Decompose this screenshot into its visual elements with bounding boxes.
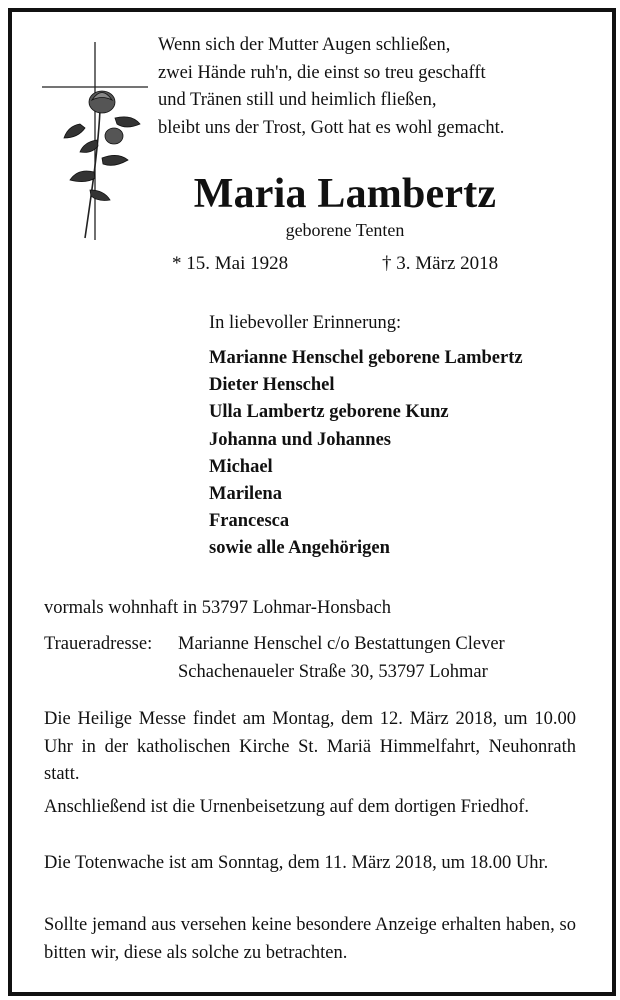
mass-paragraph: Die Heilige Messe findet am Montag, dem 12. März 2018, um 10.00 Uhr in der katholischen Kirche St. Mariä Himmelfahrt, Neuhonrath statt.: [44, 709, 576, 784]
mourner: Johanna und Johannes: [209, 429, 392, 450]
mourner: Francesca: [209, 511, 290, 532]
mourner: Dieter Henschel: [209, 375, 335, 396]
poem: [158, 32, 504, 142]
address-line-1: Marianne Henschel c/o Bestattungen Clever: [178, 634, 505, 654]
poem-line: bleibt uns der Trost, Gott hat es wohl gemacht.: [158, 117, 505, 138]
mourner: Marianne Henschel geborene Lambertz: [209, 348, 523, 368]
birth-date: * 15. Mai 1928: [172, 253, 289, 274]
deceased-name: Maria Lambertz: [193, 171, 497, 217]
mourner: sowie alle Angehörigen: [209, 538, 390, 559]
poem-line: Wenn sich der Mutter Augen schließen,: [158, 35, 451, 55]
mourner: Marilena: [209, 484, 282, 505]
poem-line: und Tränen still und heimlich fließen,: [158, 90, 437, 110]
note-paragraph: Sollte jemand aus versehen keine besondere Anzeige erhalten haben, so bitten wir, diese als solche zu betrachten.: [44, 915, 576, 963]
residence: vormals wohnhaft in 53797 Lohmar-Honsbach: [44, 598, 391, 618]
burial-paragraph: Anschließend ist die Urnenbeisetzung auf dem dortigen Friedhof.: [44, 797, 529, 817]
wake-paragraph: Die Totenwache ist am Sonntag, dem 11. März 2018, um 18.00 Uhr.: [44, 853, 549, 873]
mourner: Michael: [209, 456, 273, 477]
mourners-list: [209, 345, 523, 563]
maiden-name: geborene Tenten: [285, 220, 405, 240]
address-line-2: Schachenaueler Straße 30, 53797 Lohmar: [178, 662, 488, 682]
poem-line: zwei Hände ruh'n, die einst so treu geschafft: [158, 62, 486, 83]
mourners-intro: In liebevoller Erinnerung:: [209, 313, 402, 333]
death-date: † 3. März 2018: [382, 253, 499, 274]
mourner: Ulla Lambertz geborene Kunz: [209, 402, 449, 423]
address-label: Traueradresse:: [44, 634, 153, 654]
